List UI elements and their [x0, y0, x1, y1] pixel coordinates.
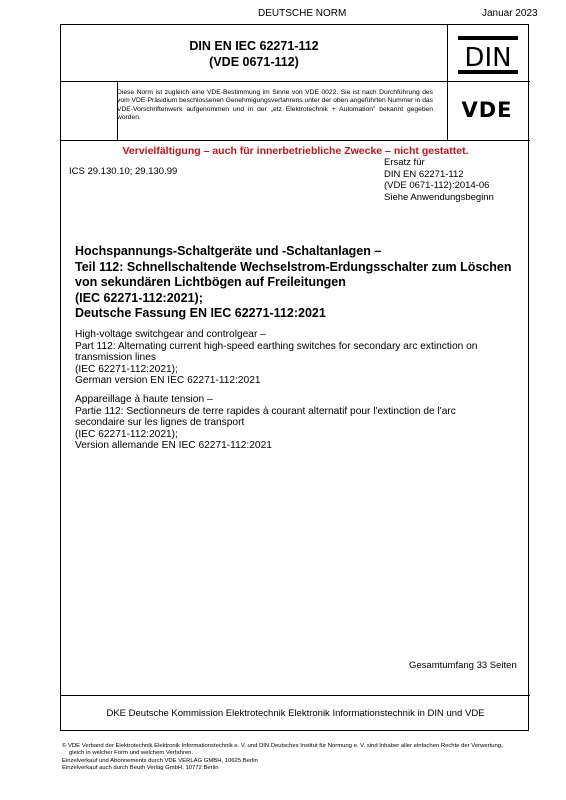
french-title-line: Appareillage à haute tension – [75, 394, 213, 405]
document-number: DIN EN IEC 62271-112 [189, 39, 319, 53]
replacement-line: Ersatz für [384, 157, 425, 168]
vde-number: (VDE 0671-112) [209, 55, 299, 69]
din-logo [457, 35, 519, 75]
english-title [75, 329, 515, 387]
replacement-line: Siehe Anwendungsbeginn [384, 191, 494, 203]
german-title-line: Deutsche Fassung EN IEC 62271-112:2021 [75, 306, 326, 321]
german-title-line: von sekundären Lichtbögen auf Freileitungen [75, 275, 346, 290]
title-page-frame [60, 24, 529, 731]
vde-logo: VDE [461, 98, 513, 122]
french-title-line: Version allemande EN IEC 62271-112:2021 [75, 440, 272, 452]
french-title-line: Partie 112: Sectionneurs de terre rapides à courant alternatif pour l'extinction de l'arc [75, 405, 456, 417]
german-title-line: (IEC 62271-112:2021); [75, 290, 203, 305]
ics-code: ICS 29.130.10; 29.130.99 [69, 166, 178, 177]
french-title-line: secondaire sur les lignes de transport [75, 417, 245, 429]
french-title-line: (IEC 62271-112:2021); [75, 428, 178, 440]
replacement-info [384, 157, 494, 203]
committee-divider [61, 695, 530, 696]
german-title [75, 244, 515, 322]
replacement-line: (VDE 0671-112):2014-06 [384, 180, 490, 191]
notice-divider [61, 140, 530, 141]
total-pages: Gesamtumfang 33 Seiten [409, 660, 517, 671]
french-title [75, 394, 515, 452]
copy-warning: Vervielfältigung – auch für innerbetriebliche Zwecke – nicht gestattet. [122, 145, 469, 157]
english-title-line: German version EN IEC 62271-112:2021 [75, 375, 261, 387]
english-title-line: Part 112: Alternating current high-speed earthing switches for secondary arc extinction on [75, 340, 478, 352]
copyright-footer [62, 743, 542, 773]
logo-column-divider [447, 25, 448, 140]
din-logo-text: DIN [464, 43, 512, 73]
english-title-line: transmission lines [75, 352, 156, 364]
english-title-line: High-voltage switchgear and controlgear – [75, 329, 266, 340]
footer-line: Einzelverkauf und Abonnements durch VDE VERLAG GMBH, 10625 Berlin [62, 757, 258, 764]
vde-notice: Diese Norm ist zugleich eine VDE-Bestimmung im Sinne von VDE 0022. Sie ist nach Durchführung des vom VDE-Präsidium beschlossenen Genehmigungsverfahrens unter der oben angeführten Nummer in das VDE-Vorschriftenwerk aufgenommen und in der „etz Elektrotechnik + Automation" bekannt gegeben worden. [117, 89, 433, 122]
header-divider [61, 81, 530, 82]
english-title-line: (IEC 62271-112:2021); [75, 363, 178, 375]
footer-line: gleich in welcher Form und welchem Verfahren. [69, 750, 194, 757]
german-title-line: Teil 112: Schnellschaltende Wechselstrom-Erdungsschalter zum Löschen [75, 259, 512, 274]
footer-line: Einzelverkauf auch durch Beuth Verlag GmbH, 10772 Berlin [62, 765, 219, 772]
standard-type-label: DEUTSCHE NORM [258, 8, 347, 19]
page-header [0, 8, 566, 22]
replacement-line: DIN EN 62271-112 [384, 168, 464, 180]
issue-date: Januar 2023 [482, 8, 538, 19]
footer-line: © VDE Verband der Elektrotechnik Elektronik Informationstechnik e. V. und DIN Deutsches Institut für Normung e. V. sind Inhaber aller einfachen Rechte der Verwertung, [62, 743, 503, 749]
german-title-line: Hochspannungs-Schaltgeräte und -Schaltanlagen – [75, 244, 382, 258]
committee-name: DKE Deutsche Kommission Elektrotechnik Elektronik Informationstechnik in DIN und VDE [106, 708, 485, 719]
